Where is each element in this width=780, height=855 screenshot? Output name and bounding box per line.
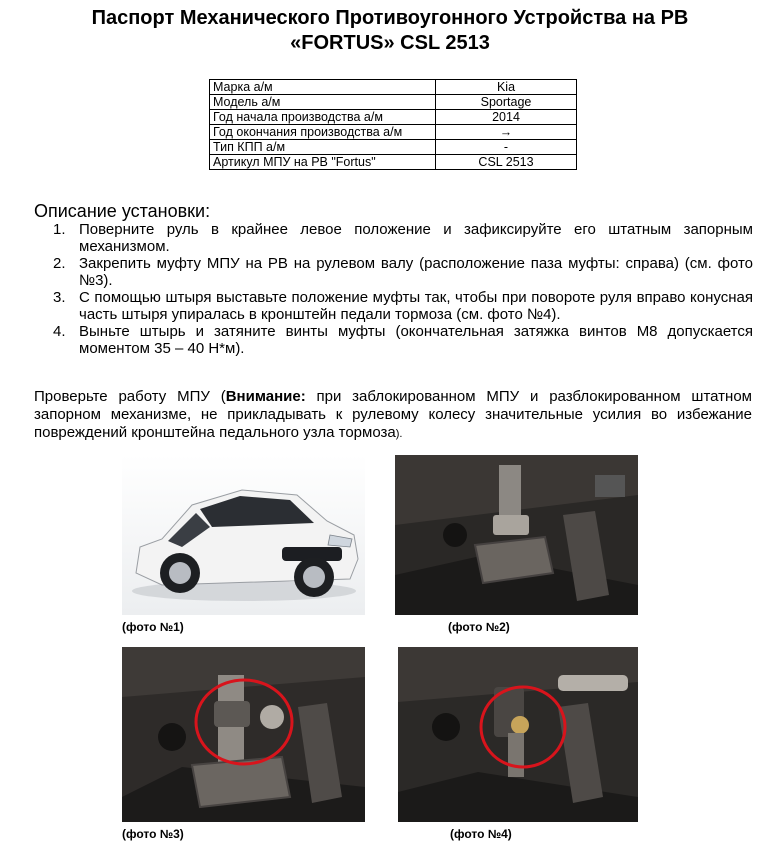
install-heading: Описание установки: [34, 201, 211, 221]
photo-2-caption: (фото №2) [448, 620, 510, 634]
step-number: 4. [53, 323, 66, 340]
photo-1-caption: (фото №1) [122, 620, 184, 634]
spec-value: Sportage [436, 95, 577, 110]
spec-value: → [436, 125, 577, 140]
spec-label: Марка а/м [210, 80, 436, 95]
photo-3-clutch [122, 647, 365, 822]
step-number: 2. [53, 255, 66, 272]
table-row [210, 80, 577, 95]
spec-label: Артикул МПУ на РВ "Fortus" [210, 155, 436, 170]
table-row [210, 110, 577, 125]
spec-value: Kia [436, 80, 577, 95]
table-row [210, 140, 577, 155]
spec-label: Год окончания производства а/м [210, 125, 436, 140]
table-row [210, 125, 577, 140]
step-number: 1. [53, 221, 66, 238]
spec-label: Год начала производства а/м [210, 110, 436, 125]
step-text: Выньте штырь и затяните винты муфты (окончательная затяжка винтов М8 допускается моментом 35 – 40 Н*м). [79, 323, 753, 357]
page-title [0, 6, 780, 56]
step-text: Закрепить муфту МПУ на РВ на рулевом валу (расположение паза муфты: справа) (см. фото №3). [79, 255, 753, 289]
check-paragraph [34, 388, 752, 443]
step-number: 3. [53, 289, 66, 306]
title-line-2: «FORTUS» CSL 2513 [290, 32, 490, 54]
table-row [210, 155, 577, 170]
list-item [53, 221, 753, 255]
check-text: при заблокированном МПУ и разблокированном штатном запорном механизме, не прикладывать к рулевому колесу значительные усилия во избежание повреждений кронштейна педального узла тормоза [34, 388, 752, 441]
table-row [210, 95, 577, 110]
photo-4-caption: (фото №4) [450, 827, 512, 841]
spec-value: CSL 2513 [436, 155, 577, 170]
spec-value: - [436, 140, 577, 155]
spec-value: 2014 [436, 110, 577, 125]
check-intro: Проверьте работу МПУ ( [34, 388, 226, 405]
step-text: Поверните руль в крайнее левое положение и зафиксируйте его штатным запорным механизмом. [79, 221, 753, 255]
step-text: С помощью штыря выставьте положение муфты так, чтобы при повороте руля вправо конусная часть штыря упиралась в кронштейн педали тормоза (см. фото №4). [79, 289, 753, 323]
title-line-1: Паспорт Механического Противоугонного Устройства на РВ [91, 7, 689, 29]
photo-3-caption: (фото №3) [122, 827, 184, 841]
spec-label: Модель а/м [210, 95, 436, 110]
list-item [53, 289, 753, 323]
photo-1-car [122, 455, 365, 615]
list-item [53, 323, 753, 357]
photo-4-pin [398, 647, 638, 822]
check-tail: ). [395, 428, 403, 440]
check-warning-label: Внимание: [225, 388, 306, 405]
spec-label: Тип КПП а/м [210, 140, 436, 155]
specs-table [209, 79, 577, 170]
install-steps [53, 221, 753, 357]
list-item [53, 255, 753, 289]
photo-2-pedals [395, 455, 638, 615]
